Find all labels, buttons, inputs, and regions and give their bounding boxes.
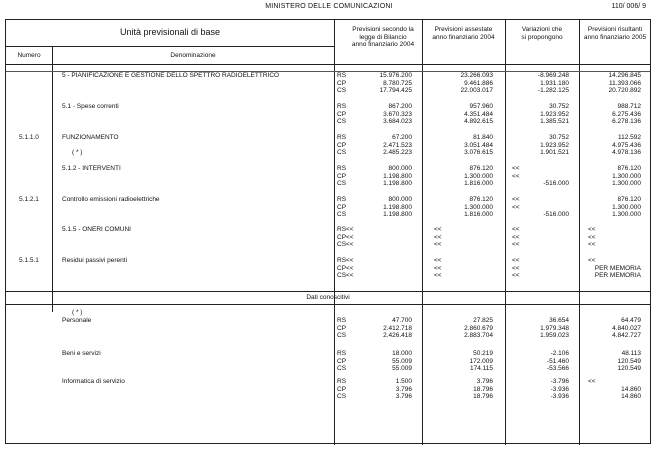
row-2-value-col4: 988.712 <box>617 103 641 110</box>
row-5-value-col4: 1.300.000 <box>612 203 641 211</box>
dati-row-3-kind: CS <box>337 393 347 400</box>
row-1-value-col3: 1.931.180 <box>540 79 569 87</box>
row-6-value-col2: << <box>434 233 442 241</box>
row-7-value-col1: << <box>346 264 354 272</box>
row-1-value-col1: 8.780.725 <box>383 79 412 87</box>
dati-row-1-value-col2: 27.825 <box>473 317 493 324</box>
col4-heading-line2: anno finanziario 2005 <box>583 33 647 41</box>
row-2-value-col1: 867.200 <box>388 103 412 110</box>
row-3-value-col2: 81.840 <box>473 134 493 141</box>
row-4-value-col3: << <box>512 172 520 180</box>
row-5-value-col1: 800.000 <box>388 196 412 203</box>
row-1-value-col1: 15.976.200 <box>379 72 412 79</box>
dati-row-1-value-col4: 64.479 <box>621 317 641 324</box>
col2-heading-line1: Previsioni assestate <box>434 26 493 33</box>
dati-row-2-value-col2: 174.115 <box>469 365 493 372</box>
row-3-label: FUNZIONAMENTO <box>62 134 119 141</box>
dati-row-2-value-col2: 50.219 <box>473 350 493 357</box>
dati-row-1-value-col2: 2.860.679 <box>464 324 493 332</box>
dati-row-2-value-col2: 172.009 <box>469 357 493 365</box>
dati-row-3-kind: RS <box>337 378 347 385</box>
row-6-value-col3: << <box>512 241 520 248</box>
row-1-value-col3: -8.969.248 <box>537 72 569 79</box>
dati-row-3-value-col1: 3.796 <box>395 393 412 400</box>
row-2-value-col2: 957.960 <box>469 103 493 110</box>
dati-row-3-value-col4: 14.860 <box>621 393 641 400</box>
row-3-value-col4: 4.975.436 <box>612 141 641 149</box>
row-7-value-col3: << <box>512 264 520 272</box>
row-2-kind: RS <box>337 103 347 110</box>
row-2-value-col3: 1.923.952 <box>540 110 569 118</box>
row-4-value-col1: 1.198.800 <box>383 180 412 187</box>
row-4-value-col4: 1.300.000 <box>612 172 641 180</box>
row-3-value-col3: 1.923.952 <box>540 141 569 149</box>
dati-row-1-value-col2: 2.883.704 <box>464 332 493 339</box>
row-7-kind: CS <box>337 272 347 279</box>
row-1-value-col2: 23.266.093 <box>460 72 493 79</box>
row-1-label: 5 - PIANIFICAZIONE E GESTIONE DELLO SPETTRO RADIOELETTRICO <box>62 72 280 79</box>
row-1-value-col4: 20.720.892 <box>608 87 641 94</box>
unita-heading: Unità previsionali di base <box>119 27 221 37</box>
row-2-value-col3: 1.385.521 <box>540 118 569 125</box>
row-1-value-col2: 9.461.886 <box>464 79 493 87</box>
dati-row-3-value-col3: -3.796 <box>550 378 569 385</box>
row-4-value-col2: 876.120 <box>469 165 493 172</box>
row-6-kind: RS <box>337 226 347 233</box>
row-6-value-col4: << <box>588 226 596 233</box>
row-1-kind: CS <box>337 87 347 94</box>
row-6-value-col3: << <box>512 226 520 233</box>
rule-col4 <box>579 20 580 445</box>
row-5-value-col3: -516.000 <box>543 211 569 218</box>
row-4-value-col1: 1.198.800 <box>383 172 412 180</box>
row-6-label: 5.1.5 - ONERI COMUNI <box>62 226 131 233</box>
row-4-kind: RS <box>337 165 347 172</box>
dati-row-1-value-col1: 2.412.718 <box>383 324 412 332</box>
row-7-value-col3: << <box>512 272 520 279</box>
col4-heading-line1: Previsioni risultanti <box>587 26 643 33</box>
dati-row-2-value-col4: 48.113 <box>621 350 641 357</box>
row-1-value-col4: 14.296.845 <box>608 72 641 79</box>
row-5-kind: CS <box>337 211 347 218</box>
page-reference: 110/ 006/ 9 <box>611 3 646 10</box>
row-6-kind: CP <box>337 233 347 241</box>
row-7-kind: RS <box>337 257 347 264</box>
row-3-value-col2: 3.076.615 <box>464 149 493 156</box>
row-6-value-col1: << <box>346 233 354 241</box>
numero-heading: Numero <box>17 52 41 59</box>
row-2-value-col1: 3.670.323 <box>383 110 412 118</box>
row-5-value-col2: 1.816.000 <box>464 211 493 218</box>
dati-row-1-value-col3: 36.654 <box>549 317 569 324</box>
row-3-value-col4: 112.592 <box>617 134 641 141</box>
row-2-value-col3: 30.752 <box>549 103 569 110</box>
row-4-kind: CP <box>337 172 347 180</box>
row-2-value-col1: 3.684.023 <box>383 118 412 125</box>
row-5-value-col3: << <box>512 203 520 211</box>
dati-row-2-value-col3: -53.566 <box>546 365 569 372</box>
row-7-numero: 5.1.5.1 <box>19 257 39 264</box>
row-5-label: Controllo emissioni radioelettriche <box>62 196 160 203</box>
dati-row-2-value-col3: -2.106 <box>550 350 569 357</box>
dati-star-note: ( * ) <box>72 309 83 316</box>
dati-row-2-value-col1: 55.009 <box>392 365 412 372</box>
col1-heading-line2: legge di Bilancio <box>359 33 407 41</box>
dati-row-3-value-col4: 14.860 <box>621 385 641 393</box>
row-3-value-col1: 2.471.523 <box>383 141 412 149</box>
row-7-value-col3: << <box>512 257 520 264</box>
row-2-value-col4: 6.278.136 <box>612 118 641 125</box>
row-5-value-col1: 1.198.800 <box>383 203 412 211</box>
rule-numero <box>52 46 53 312</box>
row-7-value-col2: << <box>434 257 442 264</box>
row-2-value-col2: 4.351.484 <box>464 110 493 118</box>
row-7-value-col4: PER MEMORIA <box>594 264 641 272</box>
dati-row-1-value-col3: 1.979.348 <box>540 324 569 332</box>
dati-row-2-value-col1: 18.000 <box>392 350 412 357</box>
row-5-kind: CP <box>337 203 347 211</box>
row-3-value-col1: 2.485.223 <box>383 149 412 156</box>
dati-row-3-value-col4: << <box>588 378 596 385</box>
row-5-value-col3: << <box>512 196 520 203</box>
col2-heading-line2: anno finanziario 2004 <box>432 33 495 41</box>
row-4-value-col3: << <box>512 165 520 172</box>
dati-row-1-value-col1: 2.426.418 <box>383 332 412 339</box>
ministry-title: MINISTERO DELLE COMUNICAZIONI <box>265 3 393 10</box>
row-7-value-col1: << <box>346 272 354 279</box>
row-2-value-col2: 4.892.615 <box>464 118 493 125</box>
row-4-value-col2: 1.816.000 <box>464 180 493 187</box>
row-6-kind: CS <box>337 241 347 248</box>
dati-row-2-kind: CS <box>337 365 347 372</box>
dati-row-1-value-col4: 4.842.727 <box>612 332 641 339</box>
row-6-value-col2: << <box>434 241 442 248</box>
row-7-value-col2: << <box>434 264 442 272</box>
row-1-value-col4: 11.393.066 <box>608 79 641 87</box>
dati-row-3-value-col2: 18.796 <box>473 385 493 393</box>
dati-row-2-value-col3: -51.460 <box>546 357 569 365</box>
row-3-value-col4: 4.978.136 <box>612 149 641 156</box>
dati-row-2-value-col4: 120.549 <box>617 357 641 365</box>
dati-row-3-value-col3: -3.936 <box>550 385 569 393</box>
denominazione-heading: Denominazione <box>170 52 216 59</box>
row-7-value-col1: << <box>346 257 354 264</box>
dati-row-2-value-col4: 120.549 <box>617 365 641 372</box>
row-3-kind: CS <box>337 149 347 156</box>
dati-row-2-label: Beni e servizi <box>62 350 101 357</box>
dati-row-2-kind: CP <box>337 357 347 365</box>
row-3-value-col3: 1.901.521 <box>540 149 569 156</box>
row-7-value-col4: << <box>588 257 596 264</box>
row-6-value-col4: << <box>588 241 596 248</box>
col3-heading-line2: si propongono <box>521 33 563 41</box>
rule-header-bottom <box>6 64 650 65</box>
col1-heading-line3: anno finanziario 2004 <box>351 41 415 48</box>
col3-heading-line1: Variazioni che <box>521 26 563 33</box>
dati-row-1-value-col1: 47.700 <box>392 317 412 324</box>
dati-row-3-value-col1: 3.796 <box>395 385 412 393</box>
budget-table <box>5 19 651 444</box>
row-4-label: 5.1.2 - INTERVENTI <box>62 165 121 172</box>
row-1-value-col3: -1.282.125 <box>537 87 569 94</box>
row-6-value-col3: << <box>512 233 520 241</box>
rule-dati-top <box>6 291 650 292</box>
row-2-value-col4: 6.275.436 <box>612 110 641 118</box>
rule-dati-bottom <box>6 304 650 305</box>
row-3-value-col1: 67.200 <box>392 134 412 141</box>
row-5-value-col2: 1.300.000 <box>464 203 493 211</box>
row-3-kind: RS <box>337 134 347 141</box>
row-4-value-col2: 1.300.000 <box>464 172 493 180</box>
dati-row-1-kind: RS <box>337 317 347 324</box>
dati-row-1-kind: CP <box>337 324 347 332</box>
dati-row-3-value-col2: 3.796 <box>476 378 493 385</box>
dati-row-3-value-col1: 1.500 <box>395 378 412 385</box>
dati-row-1-value-col4: 4.840.027 <box>612 324 641 332</box>
row-2-label: 5.1 - Spese correnti <box>62 103 119 110</box>
row-3-sub-note: ( * ) <box>72 149 83 156</box>
dati-row-2-value-col1: 55.009 <box>392 357 412 365</box>
row-6-value-col2: << <box>434 226 442 233</box>
row-4-value-col1: 800.000 <box>388 165 412 172</box>
row-5-numero: 5.1.2.1 <box>19 196 39 203</box>
row-3-value-col2: 3.051.484 <box>464 141 493 149</box>
row-6-value-col1: << <box>346 226 354 233</box>
row-2-kind: CP <box>337 110 347 118</box>
row-4-value-col4: 1.300.000 <box>612 180 641 187</box>
col1-heading-line1: Previsioni secondo la <box>352 26 414 33</box>
row-5-value-col1: 1.198.800 <box>383 211 412 218</box>
row-5-kind: RS <box>337 196 347 203</box>
row-1-value-col2: 22.003.017 <box>460 87 493 94</box>
dati-row-3-value-col3: -3.936 <box>550 393 569 400</box>
dati-row-1-label: Personale <box>62 317 92 324</box>
row-7-label: Residui passivi perenti <box>62 257 128 264</box>
row-7-value-col2: << <box>434 272 442 279</box>
dati-row-2-kind: RS <box>337 350 347 357</box>
row-7-value-col4: PER MEMORIA <box>594 272 641 279</box>
row-3-value-col3: 30.752 <box>549 134 569 141</box>
row-4-value-col3: -516.000 <box>543 180 569 187</box>
row-4-value-col4: 876.120 <box>617 165 641 172</box>
rule-col2 <box>422 20 423 445</box>
row-1-kind: RS <box>337 72 347 79</box>
row-1-kind: CP <box>337 79 347 87</box>
row-6-value-col4: << <box>588 233 596 241</box>
row-5-value-col4: 876.120 <box>617 196 641 203</box>
rule-kind <box>334 20 335 445</box>
row-4-kind: CS <box>337 180 347 187</box>
dati-conoscitivi-heading: Dati conoscitivi <box>306 294 350 301</box>
rule-subheader <box>6 46 334 47</box>
row-1-value-col1: 17.794.425 <box>379 87 412 94</box>
row-3-kind: CP <box>337 141 347 149</box>
dati-row-3-value-col2: 18.796 <box>473 393 493 400</box>
dati-row-3-label: Informatica di servizio <box>62 378 125 385</box>
row-3-numero: 5.1.1.0 <box>19 134 39 141</box>
row-7-kind: CP <box>337 264 347 272</box>
row-5-value-col4: 1.300.000 <box>612 211 641 218</box>
row-5-value-col2: 876.120 <box>469 196 493 203</box>
row-6-value-col1: << <box>346 241 354 248</box>
row-2-kind: CS <box>337 118 347 125</box>
dati-row-1-kind: CS <box>337 332 347 339</box>
dati-row-3-kind: CP <box>337 385 347 393</box>
dati-row-1-value-col3: 1.959.023 <box>540 332 569 339</box>
